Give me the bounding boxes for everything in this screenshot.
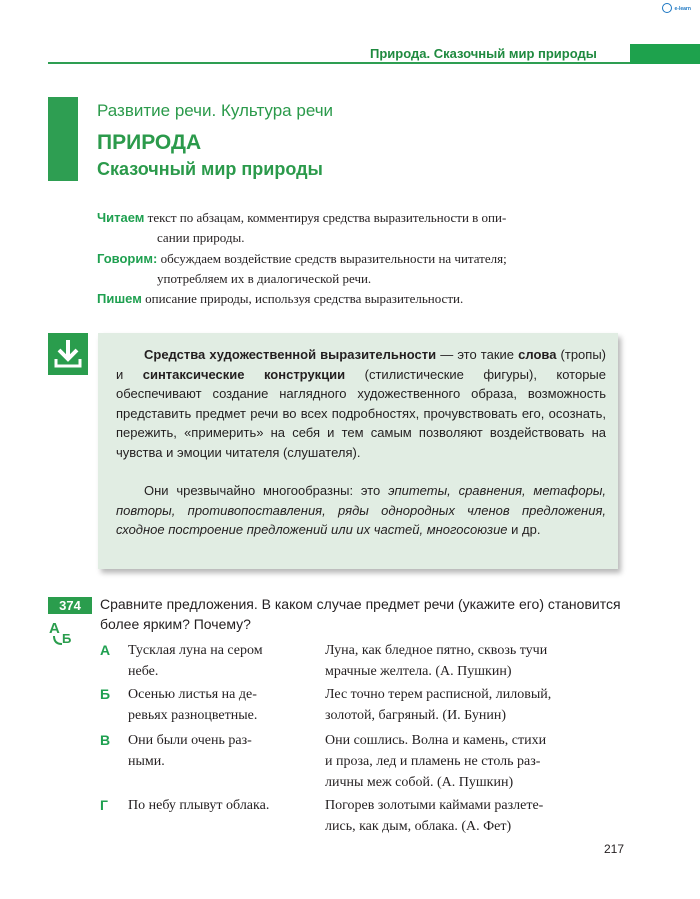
rule-paragraph-1: Средства художественной выразительности — это такие слова (тропы) и синтаксические конструкции (стилистические фигуры), которые обеспечивают создание наглядного художественного образа, возможность представить предмет речи во всех подробностях, прочувствовать его, осознать, пережить, «примерить» на себя и тем самым позволяют воздействовать на чувства и эмоции читателя (слушателя). <box>116 347 606 460</box>
objective-reading: Читаем текст по абзацам, комментируя средства выразительности в опи- сании природы. <box>97 210 507 245</box>
svg-text:Б: Б <box>62 631 72 646</box>
option-right: Погорев золотыми каймами разлете- лись, как дым, облака. (А. Фет) <box>325 798 544 834</box>
exercise-number: 374 <box>48 597 92 614</box>
page-subtitle: Сказочный мир природы <box>97 159 323 179</box>
section-heading: Развитие речи. Культура речи <box>97 101 334 120</box>
corner-logo: e-learn <box>662 2 696 16</box>
option-right: Они сошлись. Волна и камень, стихи и проза, лед и пламень не столь раз- личны меж собой. (А. Пушкин) <box>325 733 547 790</box>
header-tab <box>630 44 700 64</box>
abc-icon <box>48 618 82 648</box>
option-left: Осенью листья на де- ревьях разноцветные. <box>128 687 258 723</box>
objective-writing: Пишем описание природы, используя средства выразительности. <box>97 291 464 306</box>
objective-speaking: Говорим: обсуждаем воздействие средств выразительности на читателя; употребляем их в диалогической речи. <box>97 251 507 286</box>
rule-box <box>98 333 618 569</box>
header-rule <box>48 62 630 64</box>
option-left: Они были очень раз- ными. <box>128 733 252 769</box>
rule-paragraph-2: Они чрезвычайно многообразны: это эпитеты, сравнения, метафоры, повторы, противопоставления, ряды однородных членов предложения, сходное построение предложений или их частей, многосоюзие и др. <box>116 483 606 537</box>
option-left: Тусклая луна на сером небе. <box>128 643 263 679</box>
title-bar <box>48 97 78 181</box>
download-icon <box>48 333 88 375</box>
option-right: Лес точно терем расписной, лиловый, золотой, багряный. (И. Бунин) <box>325 687 552 723</box>
option-letter: А <box>100 642 111 658</box>
running-title: Природа. Сказочный мир природы <box>370 46 597 61</box>
globe-icon <box>662 3 672 13</box>
option-letter: Г <box>100 797 108 813</box>
svg-text:А: А <box>49 620 60 637</box>
page-title: ПРИРОДА <box>97 131 202 154</box>
option-right: Луна, как бледное пятно, сквозь тучи мрачные желтела. (А. Пушкин) <box>325 643 548 679</box>
option-left: По небу плывут облака. <box>128 798 270 813</box>
option-letter: Б <box>100 686 111 702</box>
option-letter: В <box>100 732 111 748</box>
exercise-question: Сравните предложения. В каком случае предмет речи (укажите его) становится более ярким? Почему? <box>100 596 621 632</box>
page-number: 217 <box>604 842 625 856</box>
